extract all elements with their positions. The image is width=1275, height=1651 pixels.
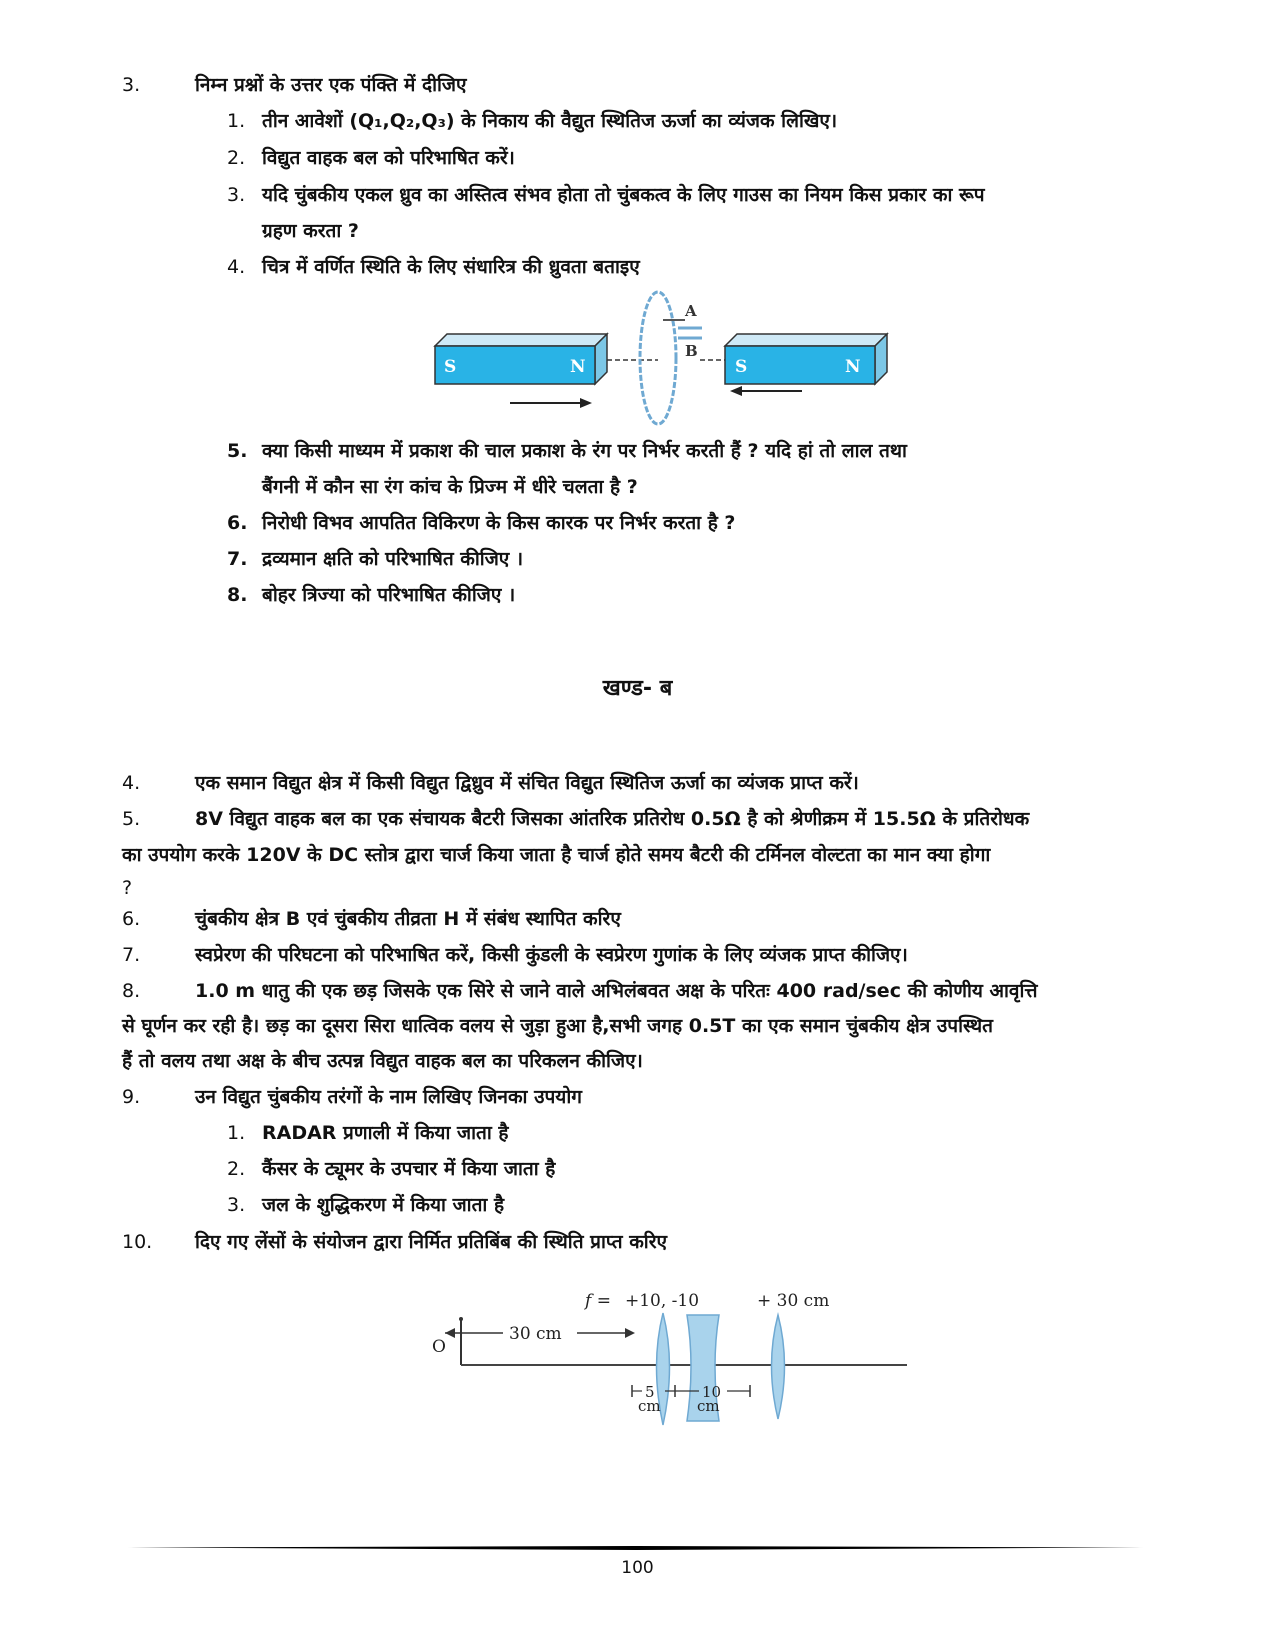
question-heading: निम्न प्रश्नों के उत्तर एक पंक्ति में दीजिए: [195, 74, 467, 96]
wire-loop: [640, 292, 676, 424]
distance-arrow-head-right: [625, 1328, 635, 1338]
sub-item-text: निरोधी विभव आपतित विकिरण के किस कारक पर निर्भर करता है ?: [262, 512, 736, 534]
question-number: 4.: [122, 772, 141, 794]
sub-item-text: क्या किसी माध्यम में प्रकाश की चाल प्रकाश के रंग पर निर्भर करती हैं ? यदि हां तो लाल तथा: [262, 440, 907, 462]
sub-item-number: 7.: [227, 548, 248, 570]
sub-item-number: 6.: [227, 512, 248, 534]
question-number: 8.: [122, 980, 141, 1002]
focal-length-label: f =: [585, 1291, 611, 1311]
question-number: 10.: [122, 1231, 153, 1253]
question-text: 8V विद्युत वाहक बल का एक संचायक बैटरी जिसका आंतरिक प्रतिरोध 0.5Ω है को श्रेणीक्रम में 15.5Ω के प्रतिरोधक: [195, 808, 1030, 830]
sub-item-text: जल के शुद्धिकरण में किया जाता है: [262, 1194, 505, 1216]
sub-item-text-continued: बैंगनी में कौन सा रंग कांच के प्रिज्म में धीरे चलता है ?: [262, 476, 638, 498]
sub-item-number: 1.: [227, 110, 246, 132]
sub-item-number: 4.: [227, 256, 246, 278]
gap1-value: 5: [645, 1383, 655, 1401]
object-label: O: [432, 1337, 446, 1357]
magnet-capacitor-figure: [430, 290, 950, 440]
convex-lens-3: [772, 1315, 785, 1419]
question-text-continued: से घूर्णन कर रही है। छड़ का दूसरा सिरा धात्विक वलय से जुड़ा हुआ है,सभी जगह 0.5T का एक समान चुंबकीय क्षेत्र उपस्थित: [122, 1015, 993, 1037]
question-text: स्वप्रेरण की परिघटना को परिभाषित करें, किसी कुंडली के स्वप्रेरण गुणांक के लिए व्यंजक प्राप्त कीजिए।: [195, 944, 908, 966]
left-arrow-head: [580, 398, 592, 408]
question-number: 5.: [122, 808, 141, 830]
sub-item-number: 2.: [227, 1158, 246, 1180]
question-text: एक समान विद्युत क्षेत्र में किसी विद्युत द्विध्रुव में संचित विद्युत स्थितिज ऊर्जा का व्यंजक प्राप्त करें।: [195, 772, 859, 794]
question-number: 6.: [122, 908, 141, 930]
right-magnet-n-label: N: [845, 357, 861, 377]
question-text: दिए गए लेंसों के संयोजन द्वारा निर्मित प्रतिबिंब की स्थिति प्राप्त करिए: [195, 1231, 667, 1253]
right-bar-magnet: [725, 334, 887, 384]
gap2-unit: cm: [697, 1397, 720, 1415]
sub-item-text: बोहर त्रिज्या को परिभाषित कीजिए ।: [262, 584, 516, 606]
question-text-continued: ?: [122, 877, 133, 899]
lens-combination-figure: [425, 1285, 915, 1500]
right-magnet-s-label: S: [735, 357, 748, 377]
section-b-title: खण्ड- ब: [602, 676, 673, 701]
question-number: 3.: [122, 74, 141, 96]
sub-item-text: यदि चुंबकीय एकल ध्रुव का अस्तित्व संभव होता तो चुंबकत्व के लिए गाउस का नियम किस प्रकार का रूप: [262, 184, 985, 206]
sub-item-text-continued: ग्रहण करता ?: [262, 220, 359, 242]
question-number: 9.: [122, 1086, 141, 1108]
sub-item-number: 8.: [227, 584, 248, 606]
question-text: चुंबकीय क्षेत्र B एवं चुंबकीय तीव्रता H में संबंध स्थापित करिए: [195, 908, 621, 930]
plate-b-label: B: [685, 342, 698, 360]
distance-arrow-head-left: [445, 1328, 455, 1338]
sub-item-number: 2.: [227, 147, 246, 169]
footer-rule: [125, 1546, 1149, 1550]
focal-length-third: + 30 cm: [757, 1291, 830, 1311]
left-bar-magnet: [435, 334, 607, 384]
distance-label: 30 cm: [509, 1324, 562, 1344]
gap2-value: 10: [702, 1383, 722, 1401]
left-magnet-s-label: S: [444, 357, 457, 377]
question-number: 7.: [122, 944, 141, 966]
sub-item-number: 1.: [227, 1122, 246, 1144]
gap1-unit: cm: [638, 1397, 661, 1415]
question-text-continued: का उपयोग करके 120V के DC स्तोत्र द्वारा चार्ज किया जाता है चार्ज होते समय बैटरी की टर्मिनल वोल्टता का मान क्या होगा: [122, 844, 991, 866]
question-text-continued: हैं तो वलय तथा अक्ष के बीच उत्पन्न विद्युत वाहक बल का परिकलन कीजिए।: [122, 1050, 643, 1072]
focal-length-values: +10, -10: [625, 1291, 700, 1311]
sub-item-text: कैंसर के ट्यूमर के उपचार में किया जाता है: [262, 1158, 556, 1180]
sub-item-text: द्रव्यमान क्षति को परिभाषित कीजिए ।: [262, 548, 524, 570]
object-arrow-tip: [459, 1317, 463, 1321]
page-number: 100: [621, 1558, 654, 1578]
sub-item-number: 5.: [227, 440, 248, 462]
question-text: 1.0 m धातु की एक छड़ जिसके एक सिरे से जाने वाले अभिलंबवत अक्ष के परितः 400 rad/sec की कोणीय आवृत्ति: [195, 980, 1038, 1002]
sub-item-text: RADAR प्रणाली में किया जाता है: [262, 1122, 509, 1144]
question-text: उन विद्युत चुंबकीय तरंगों के नाम लिखिए जिनका उपयोग: [195, 1086, 582, 1108]
sub-item-text: चित्र में वर्णित स्थिति के लिए संधारित्र की ध्रुवता बताइए: [262, 256, 640, 278]
sub-item-number: 3.: [227, 1194, 246, 1216]
sub-item-number: 3.: [227, 184, 246, 206]
right-arrow-head: [730, 386, 742, 396]
left-magnet-n-label: N: [570, 357, 586, 377]
sub-item-text: विद्युत वाहक बल को परिभाषित करें।: [262, 147, 515, 169]
sub-item-text: तीन आवेशों (Q₁,Q₂,Q₃) के निकाय की वैद्युत स्थितिज ऊर्जा का व्यंजक लिखिए।: [262, 110, 838, 132]
plate-a-label: A: [685, 302, 697, 320]
